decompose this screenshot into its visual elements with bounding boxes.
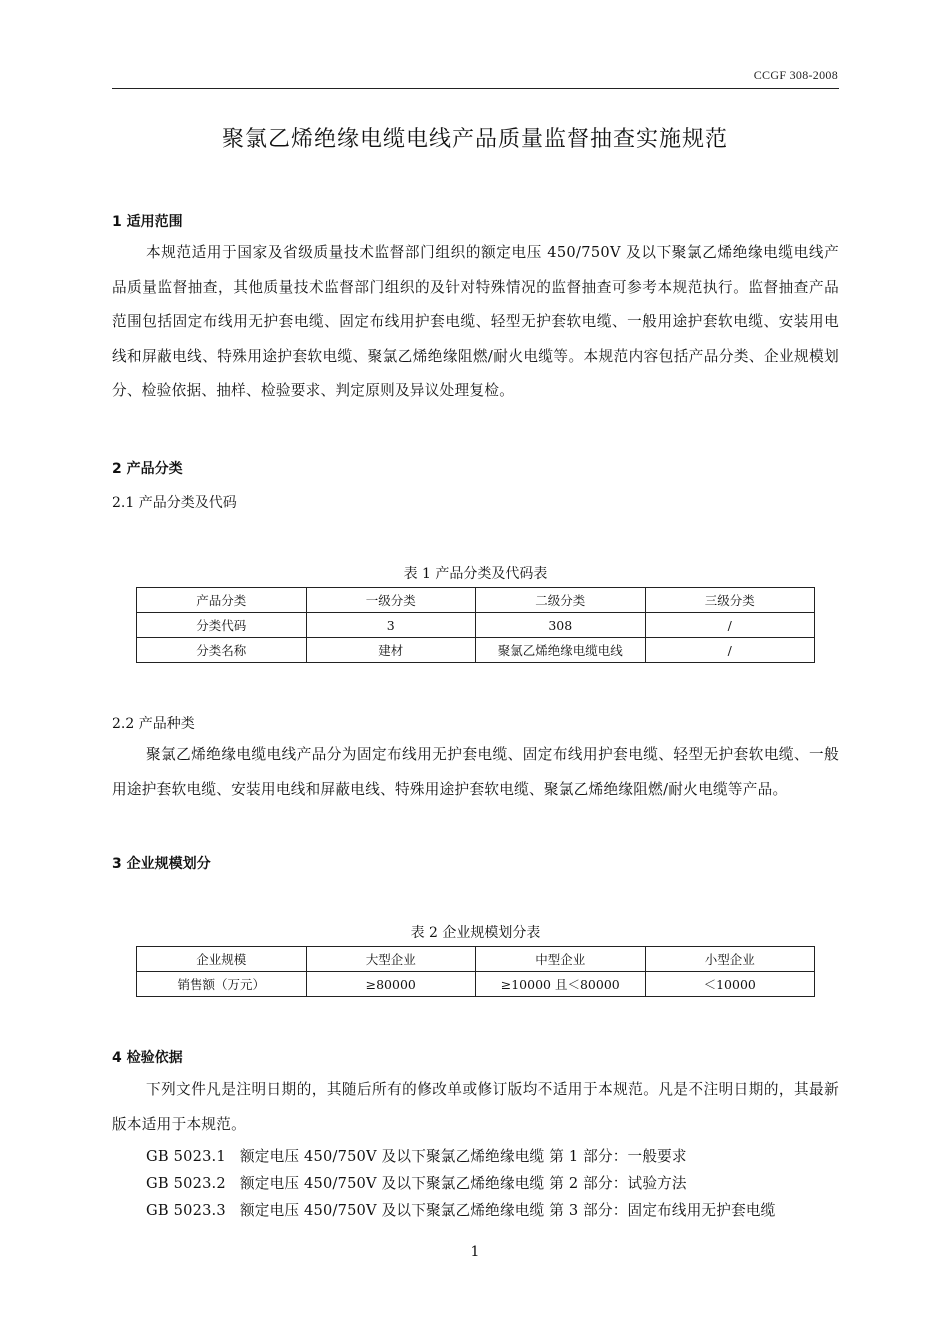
- table-header-cell: 大型企业: [306, 947, 476, 972]
- table-2-caption: 表 2 企业规模划分表: [410, 925, 541, 941]
- table-header-cell: 一级分类: [306, 588, 476, 613]
- table-row: [137, 972, 815, 997]
- document-code: CCGF 308-2008: [753, 68, 838, 82]
- section-2-2-paragraph: 聚氯乙烯绝缘电缆电线产品分为固定布线用无护套电缆、固定布线用护套电缆、轻型无护套软电缆、一般用途护套软电缆、安装用电线和屏蔽电线、特殊用途护套软电缆、聚氯乙烯绝缘阻燃/耐火电缆等产品。: [112, 746, 839, 798]
- table-cell: ≥80000: [306, 972, 476, 997]
- table-1-caption: 表 1 产品分类及代码表: [403, 566, 548, 582]
- table-header-cell: 产品分类: [137, 588, 307, 613]
- section-4-heading: 4 检验依据: [112, 1050, 183, 1066]
- table-header-cell: 三级分类: [645, 588, 815, 613]
- page-number: 1: [470, 1244, 480, 1260]
- section-1-heading: 1 适用范围: [112, 214, 183, 230]
- standard-title: 额定电压 450/750V 及以下聚氯乙烯绝缘电缆 第 2 部分：试验方法: [240, 1175, 687, 1192]
- table-row: [137, 638, 815, 663]
- table-header-cell: 企业规模: [137, 947, 307, 972]
- table-cell: /: [645, 613, 815, 638]
- table-header-cell: 二级分类: [476, 588, 646, 613]
- header-rule: [112, 88, 839, 89]
- product-classification-table: [136, 587, 815, 663]
- table-row: [137, 613, 815, 638]
- standard-title: 额定电压 450/750V 及以下聚氯乙烯绝缘电缆 第 1 部分：一般要求: [240, 1148, 687, 1165]
- table-cell: ＜10000: [645, 972, 815, 997]
- table-cell: /: [645, 638, 815, 663]
- table-cell: 分类代码: [137, 613, 307, 638]
- standard-code: GB 5023.1: [146, 1148, 226, 1165]
- table-cell: 销售额（万元）: [137, 972, 307, 997]
- table-cell: 聚氯乙烯绝缘电缆电线: [476, 638, 646, 663]
- table-header-cell: 小型企业: [645, 947, 815, 972]
- table-cell: 308: [476, 613, 646, 638]
- section-2-heading: 2 产品分类: [112, 461, 183, 477]
- section-4-paragraph: 下列文件凡是注明日期的，其随后所有的修改单或修订版均不适用于本规范。凡是不注明日期的，其最新版本适用于本规范。: [112, 1081, 839, 1133]
- section-1-paragraph: 本规范适用于国家及省级质量技术监督部门组织的额定电压 450/750V 及以下聚氯乙烯绝缘电缆电线产品质量监督抽查，其他质量技术监督部门组织的及针对特殊情况的监督抽查可参考本规范执行。监督抽查产品范围包括固定布线用无护套电缆、固定布线用护套电缆、轻型无护套软电缆、一般用途护套软电缆、安装用电线和屏蔽电线、特殊用途护套软电缆、聚氯乙烯绝缘阻燃/耐火电缆等。本规范内容包括产品分类、企业规模划分、检验依据、抽样、检验要求、判定原则及异议处理复检。: [112, 244, 839, 400]
- standard-code: GB 5023.2: [146, 1175, 226, 1192]
- standard-item: [146, 1172, 687, 1193]
- enterprise-scale-table: [136, 946, 815, 997]
- section-2-1-heading: 2.1 产品分类及代码: [112, 495, 237, 511]
- table-cell: 建材: [306, 638, 476, 663]
- table-cell: ≥10000 且＜80000: [476, 972, 646, 997]
- standard-title: 额定电压 450/750V 及以下聚氯乙烯绝缘电缆 第 3 部分：固定布线用无护套电缆: [240, 1202, 776, 1219]
- table-cell: 分类名称: [137, 638, 307, 663]
- page-title: 聚氯乙烯绝缘电缆电线产品质量监督抽查实施规范: [221, 127, 728, 152]
- table-header-row: [137, 588, 815, 613]
- table-cell: 3: [306, 613, 476, 638]
- standard-item: [146, 1199, 775, 1220]
- section-3-heading: 3 企业规模划分: [112, 856, 211, 872]
- section-2-2-heading: 2.2 产品种类: [112, 716, 195, 732]
- standard-item: [146, 1145, 687, 1166]
- table-header-cell: 中型企业: [476, 947, 646, 972]
- standard-code: GB 5023.3: [146, 1202, 226, 1219]
- table-header-row: [137, 947, 815, 972]
